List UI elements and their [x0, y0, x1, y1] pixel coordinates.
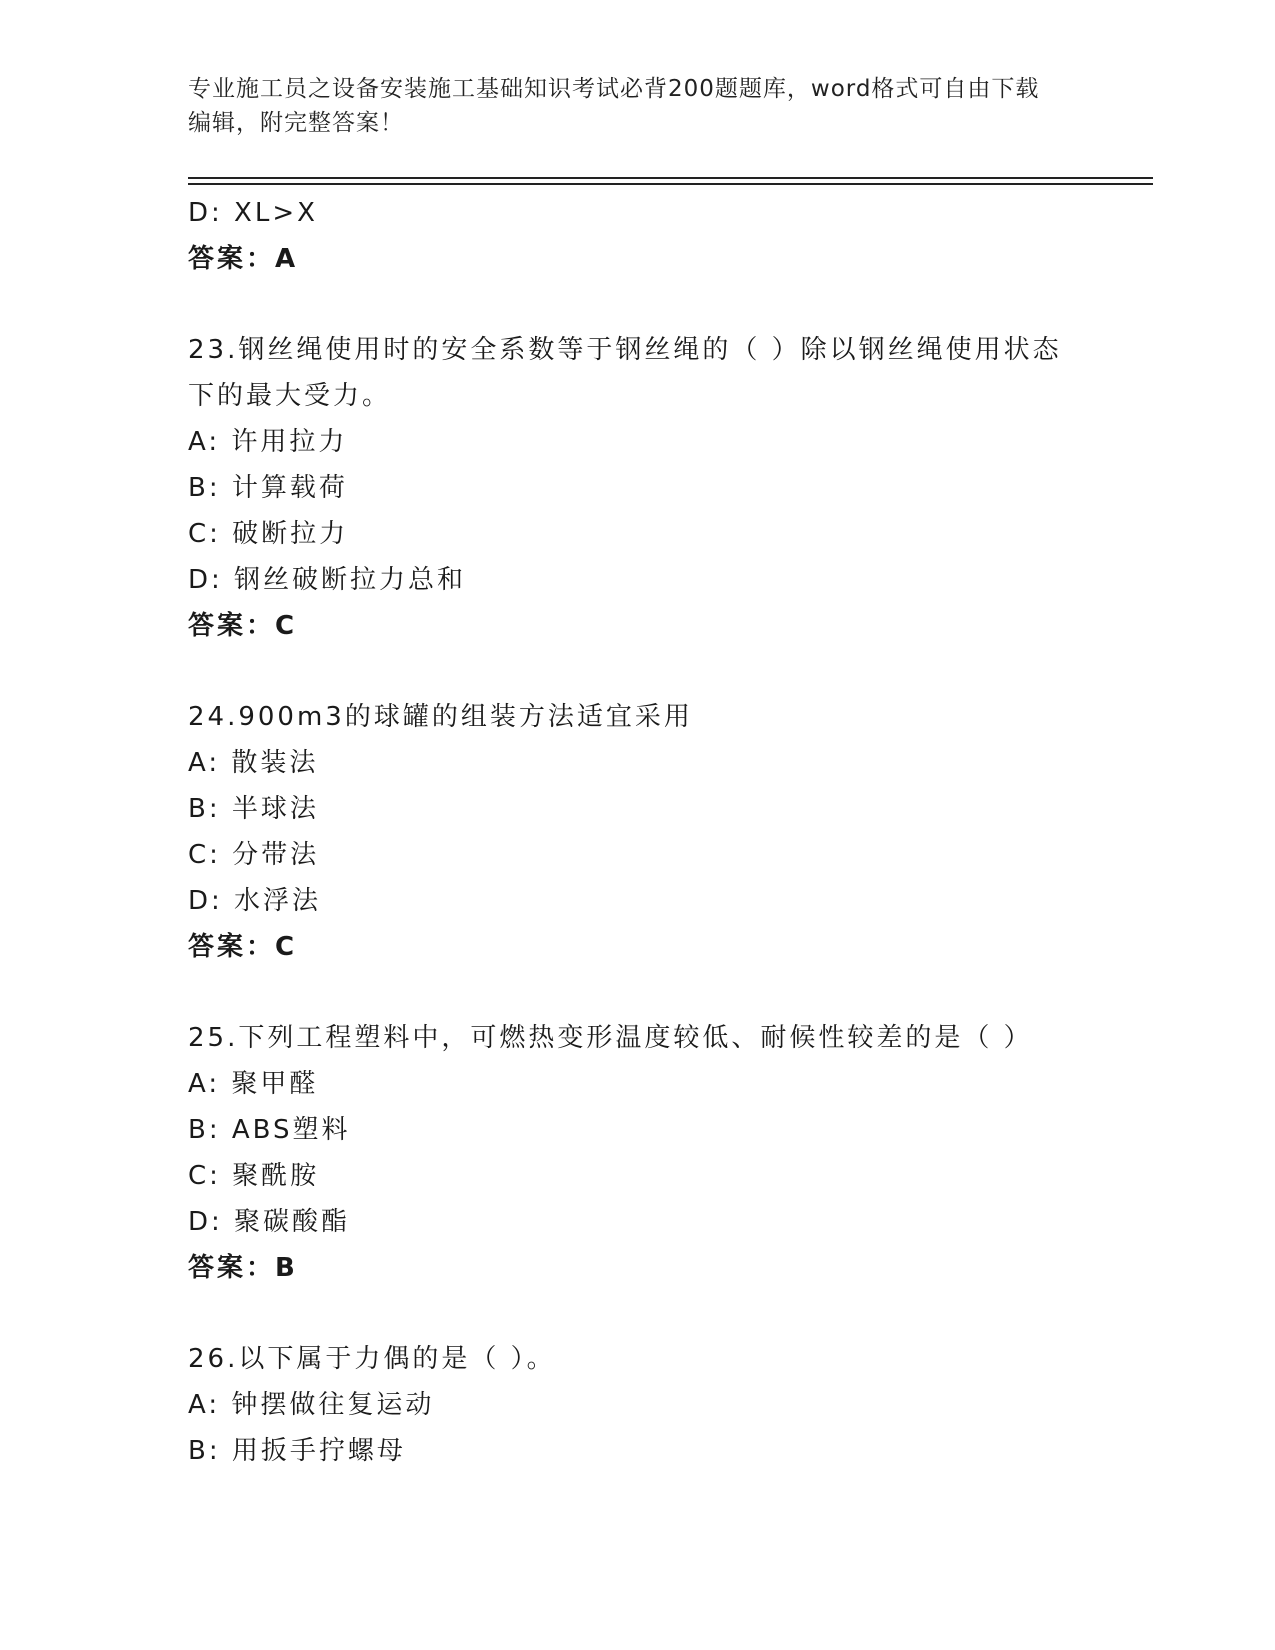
question-23 — [188, 327, 1088, 649]
question-spacer — [188, 282, 1088, 327]
header-line-1: 专业施工员之设备安装施工基础知识考试必背200题题库，word格式可自由下载 — [188, 76, 1040, 102]
question-stem: 24.900m3的球罐的组装方法适宜采用 — [188, 702, 693, 732]
option-a: A: 许用拉力 — [188, 427, 348, 457]
option-d: D: 水浮法 — [188, 886, 322, 916]
question-26 — [188, 1336, 1088, 1474]
answer-line: 答案：C — [188, 611, 298, 641]
question-spacer — [188, 649, 1088, 694]
question-stem: 26.以下属于力偶的是（ ）。 — [188, 1344, 556, 1374]
option-d: D: XL>X — [188, 198, 318, 228]
header-line-2: 编辑，附完整答案！ — [188, 110, 404, 136]
option-a: A: 聚甲醛 — [188, 1069, 319, 1099]
question-24 — [188, 694, 1088, 970]
answer-line: 答案：A — [188, 244, 299, 274]
question-stem-continued: 下的最大受力。 — [188, 381, 392, 411]
question-25 — [188, 1015, 1088, 1291]
option-b: B: 计算载荷 — [188, 473, 348, 503]
option-c: C: 破断拉力 — [188, 519, 349, 549]
answer-line: 答案：C — [188, 932, 298, 962]
question-stem: 25.下列工程塑料中，可燃热变形温度较低、耐候性较差的是（ ） — [188, 1023, 1033, 1053]
option-a: A: 钟摆做往复运动 — [188, 1390, 435, 1420]
option-c: C: 分带法 — [188, 840, 320, 870]
question-spacer — [188, 1291, 1088, 1336]
header-divider-bottom — [188, 183, 1153, 185]
option-b: B: 用扳手拧螺母 — [188, 1436, 406, 1466]
option-d: D: 聚碳酸酯 — [188, 1207, 351, 1237]
option-b: B: 半球法 — [188, 794, 319, 824]
question-list — [188, 190, 1088, 1474]
answer-line: 答案：B — [188, 1253, 298, 1283]
question-stem: 23.钢丝绳使用时的安全系数等于钢丝绳的（ ）除以钢丝绳使用状态 — [188, 335, 1062, 365]
question-spacer — [188, 970, 1088, 1015]
option-d: D: 钢丝破断拉力总和 — [188, 565, 467, 595]
option-a: A: 散装法 — [188, 748, 319, 778]
document-header — [188, 72, 1088, 140]
option-c: C: 聚酰胺 — [188, 1161, 320, 1191]
option-b: B: ABS塑料 — [188, 1115, 351, 1145]
header-divider-top — [188, 177, 1153, 179]
